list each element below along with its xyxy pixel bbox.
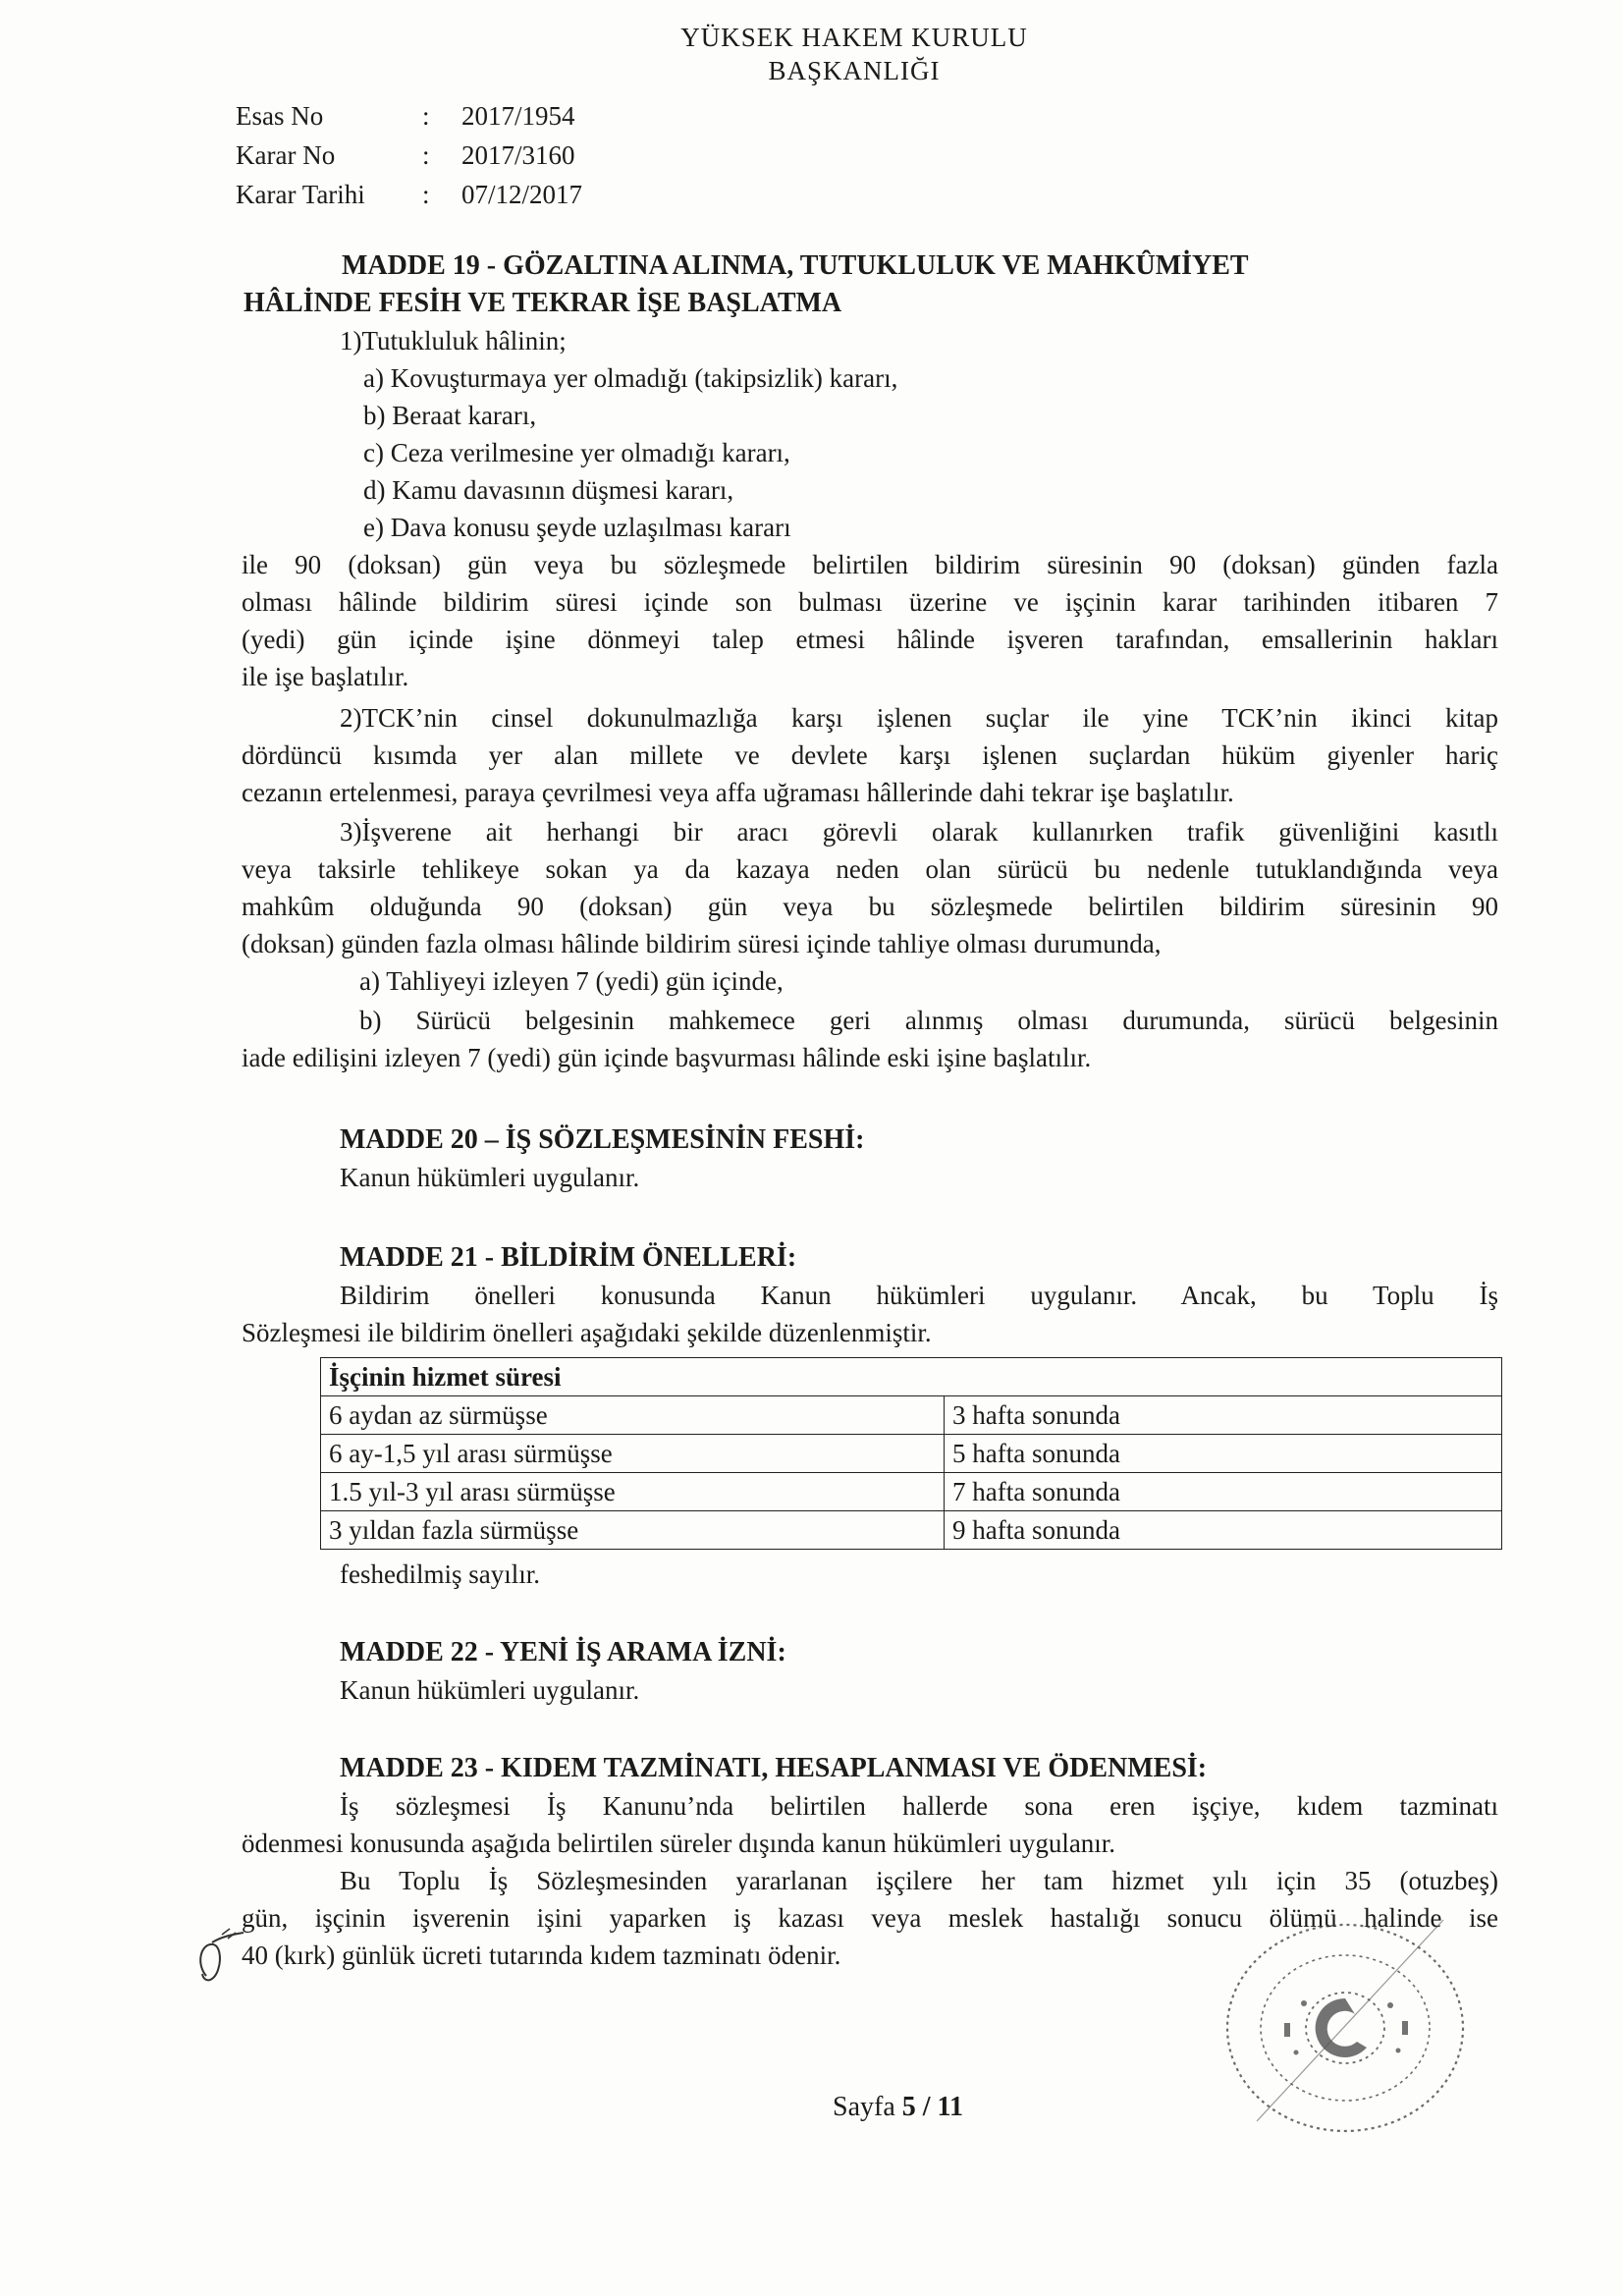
article-21-title: MADDE 21 - BİLDİRİM ÖNELLERİ: [340,1242,797,1273]
article-19-p2-line1: 2)TCK’nin cinsel dokunulmazlığa karşı işlenen suçlar ile yine TCK’nin ikinci kitap [340,703,1498,733]
article-19-p1-line3: (yedi) gün içinde işine dönmeyi talep etmesi hâlinde işveren tarafından, emsallerinin hakları [242,625,1498,654]
table-row [321,1435,1502,1473]
period-cell: 6 ay-1,5 yıl arası sürmüşse [321,1435,945,1473]
meta-row-tarih: Karar Tarihi : 07/12/2017 [236,175,582,214]
article-19-p3-item-a: a) Tahliyeyi izleyen 7 (yedi) gün içinde, [359,966,784,996]
page-number [833,2092,963,2123]
meta-value: 07/12/2017 [461,180,583,209]
handwritten-initials-icon [192,1925,251,1994]
notice-cell: 3 hafta sonunda [945,1396,1502,1435]
article-19-p2-line2: dördüncü kısımda yer alan millete ve devlete karşı işlenen suçlardan hüküm giyenler hariç [242,740,1498,770]
case-metadata [236,96,582,214]
organization-name-line2: BAŞKANLIĞI [768,56,941,85]
table-header-cell: İşçinin hizmet süresi [321,1358,1502,1396]
table-header-row [321,1358,1502,1396]
meta-label: Esas No [236,101,324,131]
meta-label: Karar No [236,140,336,170]
notice-cell: 9 hafta sonunda [945,1511,1502,1550]
meta-row-karar: Karar No : 2017/3160 [236,136,582,175]
article-19-item-e: e) Dava konusu şeyde uzlaşılması kararı [363,513,791,542]
page-total: 11 [937,2092,964,2122]
article-20-text: Kanun hükümleri uygulanır. [340,1163,640,1192]
article-19-title-line1: MADDE 19 - GÖZALTINA ALINMA, TUTUKLULUK VE MAHKÛMİYET [342,250,1249,281]
article-23-title: MADDE 23 - KIDEM TAZMİNATI, HESAPLANMASI VE ÖDENMESİ: [340,1753,1208,1783]
article-22-title: MADDE 22 - YENİ İŞ ARAMA İZNİ: [340,1637,786,1667]
notice-cell: 5 hafta sonunda [945,1435,1502,1473]
page-prefix: Sayfa [833,2092,895,2122]
period-cell: 6 aydan az sürmüşse [321,1396,945,1435]
article-19-item-d: d) Kamu davasının düşmesi kararı, [363,475,734,505]
article-19-item-b: b) Beraat kararı, [363,401,537,430]
period-cell: 1.5 yıl-3 yıl arası sürmüşse [321,1473,945,1511]
article-21-line2: Sözleşmesi ile bildirim önelleri aşağıdaki şekilde düzenlenmiştir. [242,1318,932,1347]
article-23-p2-line3: 40 (kırk) günlük ücreti tutarında kıdem tazminatı ödenir. [242,1941,841,1970]
table-row [321,1396,1502,1435]
article-23-p1-line1: İş sözleşmesi İş Kanunu’nda belirtilen hallerde sona eren işçiye, kıdem tazminatı [340,1791,1498,1821]
article-19-p1-line4: ile işe başlatılır. [242,662,409,691]
official-seal-stamp-icon [1198,1915,1492,2141]
notice-cell: 7 hafta sonunda [945,1473,1502,1511]
period-cell: 3 yıldan fazla sürmüşse [321,1511,945,1550]
article-20-title: MADDE 20 – İŞ SÖZLEŞMESİNİN FESHİ: [340,1124,865,1155]
article-21-line1: Bildirim önelleri konusunda Kanun hükümleri uygulanır. Ancak, bu Toplu İş [340,1281,1498,1310]
article-19-p2-line3: cezanın ertelenmesi, paraya çevrilmesi veya affa uğraması hâllerinde dahi tekrar işe başlatılır. [242,778,1234,807]
article-19-p3-item-b-line2: iade edilişini izleyen 7 (yedi) gün içinde başvurması hâlinde eski işine başlatılır. [242,1043,1092,1072]
table-row [321,1473,1502,1511]
article-22-text: Kanun hükümleri uygulanır. [340,1675,640,1705]
organization-name-line1: YÜKSEK HAKEM KURULU [680,23,1028,52]
meta-label: Karar Tarihi [236,180,365,209]
meta-value: 2017/1954 [461,101,575,131]
article-19-p3-line2: veya taksirle tehlikeye sokan ya da kazaya neden olan sürücü bu nedenle tutuklandığında veya [242,854,1498,884]
article-19-p1-line2: olması hâlinde bildirim süresi içinde son bulması üzerine ve işçinin karar tarihinden itibaren 7 [242,587,1498,617]
article-23-p1-line2: ödenmesi konusunda aşağıda belirtilen süreler dışında kanun hükümleri uygulanır. [242,1829,1116,1858]
article-21-after-table: feshedilmiş sayılır. [340,1559,540,1589]
meta-value: 2017/3160 [461,140,575,170]
article-23-p2-line2: gün, işçinin işverenin işini yaparken iş kazası veya meslek hastalığı sonucu ölümü halinde ise [242,1903,1498,1933]
article-19-p3-line3: mahkûm olduğunda 90 (doksan) gün veya bu sözleşmede belirtilen bildirim süresinin 90 [242,892,1498,921]
table-row [321,1511,1502,1550]
article-19-item-a: a) Kovuşturmaya yer olmadığı (takipsizlik) kararı, [363,363,898,393]
page-current: 5 [901,2092,916,2122]
article-19-title-line2: HÂLİNDE FESİH VE TEKRAR İŞE BAŞLATMA [243,288,842,318]
page-separator: / [922,2092,931,2122]
notice-period-table [320,1357,1502,1550]
meta-row-esas: Esas No : 2017/1954 [236,96,582,136]
article-23-p2-line1: Bu Toplu İş Sözleşmesinden yararlanan işçilere her tam hizmet yılı için 35 (otuzbeş) [340,1866,1498,1895]
article-19-item-c: c) Ceza verilmesine yer olmadığı kararı, [363,438,790,467]
article-19-p3-line1: 3)İşverene ait herhangi bir aracı görevli olarak kullanırken trafik güvenliğini kasıtlı [340,817,1498,847]
article-19-p1-line1: ile 90 (doksan) gün veya bu sözleşmede belirtilen bildirim süresinin 90 (doksan) günden fazla [242,550,1498,579]
article-19-p3-line4: (doksan) günden fazla olması hâlinde bildirim süresi içinde tahliye olması durumunda, [242,929,1162,958]
article-19-p1-intro: 1)Tutukluluk hâlinin; [340,326,567,355]
article-19-p3-item-b-line1: b) Sürücü belgesinin mahkemece geri alınmış olması durumunda, sürücü belgesinin [359,1006,1498,1035]
